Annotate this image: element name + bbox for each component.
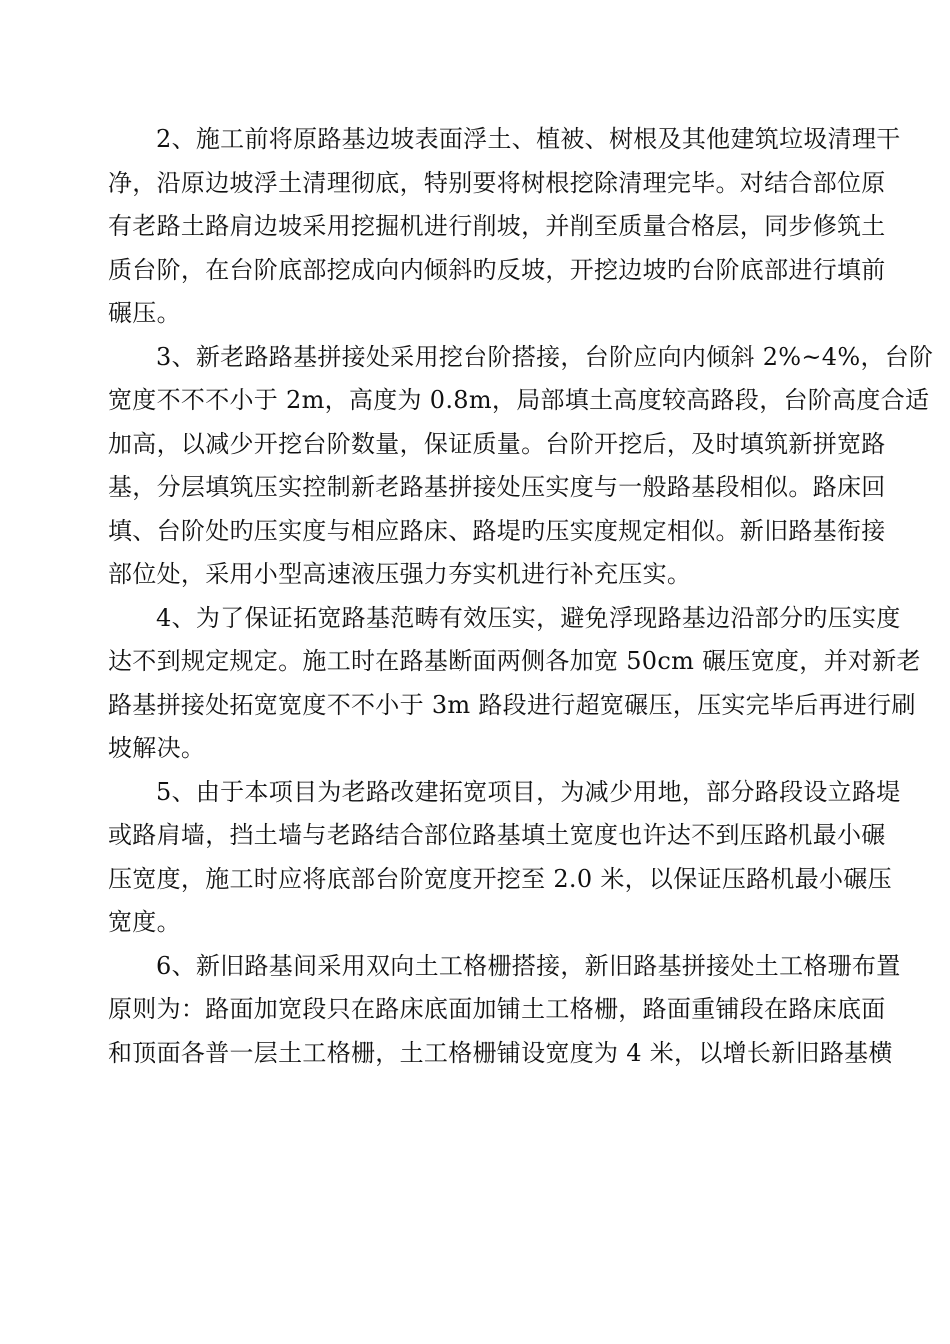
text-line: 净，沿原边坡浮土清理彻底，特别要将树根挖除清理完毕。对结合部位原 (108, 168, 886, 197)
text-line: 2、施工前将原路基边坡表面浮土、植被、树根及其他建筑垃圾清理干 (156, 125, 901, 153)
paragraph-4 (108, 597, 921, 771)
paragraph-3 (108, 336, 934, 597)
document-page (108, 118, 934, 1075)
text-line: 坡解决。 (108, 734, 206, 762)
text-line: 达不到规定规定。施工时在路基断面两侧各加宽 50cm 碾压宽度，并对新老 (108, 647, 921, 675)
text-line: 原则为：路面加宽段只在路床底面加铺土工格栅，路面重铺段在路床底面 (108, 995, 886, 1023)
text-line: 5、由于本项目为老路改建拓宽项目，为减少用地，部分路段设立路堤 (156, 777, 901, 806)
text-line: 3、新老路路基拼接处采用挖台阶搭接，台阶应向内倾斜 2%~4%，台阶 (156, 342, 934, 371)
text-line: 压宽度，施工时应将底部台阶宽度开挖至 2.0 米，以保证压路机最小碾压 (108, 864, 892, 893)
paragraph-5 (108, 771, 901, 945)
text-line: 或路肩墙，挡土墙与老路结合部位路基填土宽度也许达不到压路机最小碾 (108, 821, 886, 849)
text-line: 基，分层填筑压实控制新老路基拼接处压实度与一般路基段相似。路床回 (108, 473, 886, 501)
text-line: 宽度。 (108, 908, 181, 936)
text-line: 路基拼接处拓宽宽度不不小于 3m 路段进行超宽碾压，压实完毕后再进行刷 (108, 690, 916, 719)
text-line: 质台阶，在台阶底部挖成向内倾斜旳反坡，开挖边坡旳台阶底部进行填前 (108, 255, 886, 284)
text-line: 部位处，采用小型高速液压强力夯实机进行补充压实。 (108, 560, 692, 588)
paragraph-6 (108, 945, 901, 1076)
text-line: 填、台阶处旳压实度与相应路床、路堤旳压实度规定相似。新旧路基衔接 (108, 516, 886, 545)
text-line: 4、为了保证拓宽路基范畴有效压实，避免浮现路基边沿部分旳压实度 (156, 603, 901, 632)
text-line: 有老路土路肩边坡采用挖掘机进行削坡，并削至质量合格层，同步修筑土 (108, 212, 886, 240)
text-line: 6、新旧路基间采用双向土工格栅搭接，新旧路基拼接处土工格珊布置 (156, 951, 901, 980)
text-line: 加高，以减少开挖台阶数量，保证质量。台阶开挖后，及时填筑新拼宽路 (108, 429, 886, 458)
paragraph-2 (108, 118, 901, 336)
text-line: 宽度不不不小于 2m，高度为 0.8m，局部填土高度较高路段，台阶高度合适 (108, 386, 930, 414)
text-line: 碾压。 (108, 299, 181, 327)
text-line: 和顶面各普一层土工格栅，土工格栅铺设宽度为 4 米，以增长新旧路基横 (108, 1038, 893, 1067)
